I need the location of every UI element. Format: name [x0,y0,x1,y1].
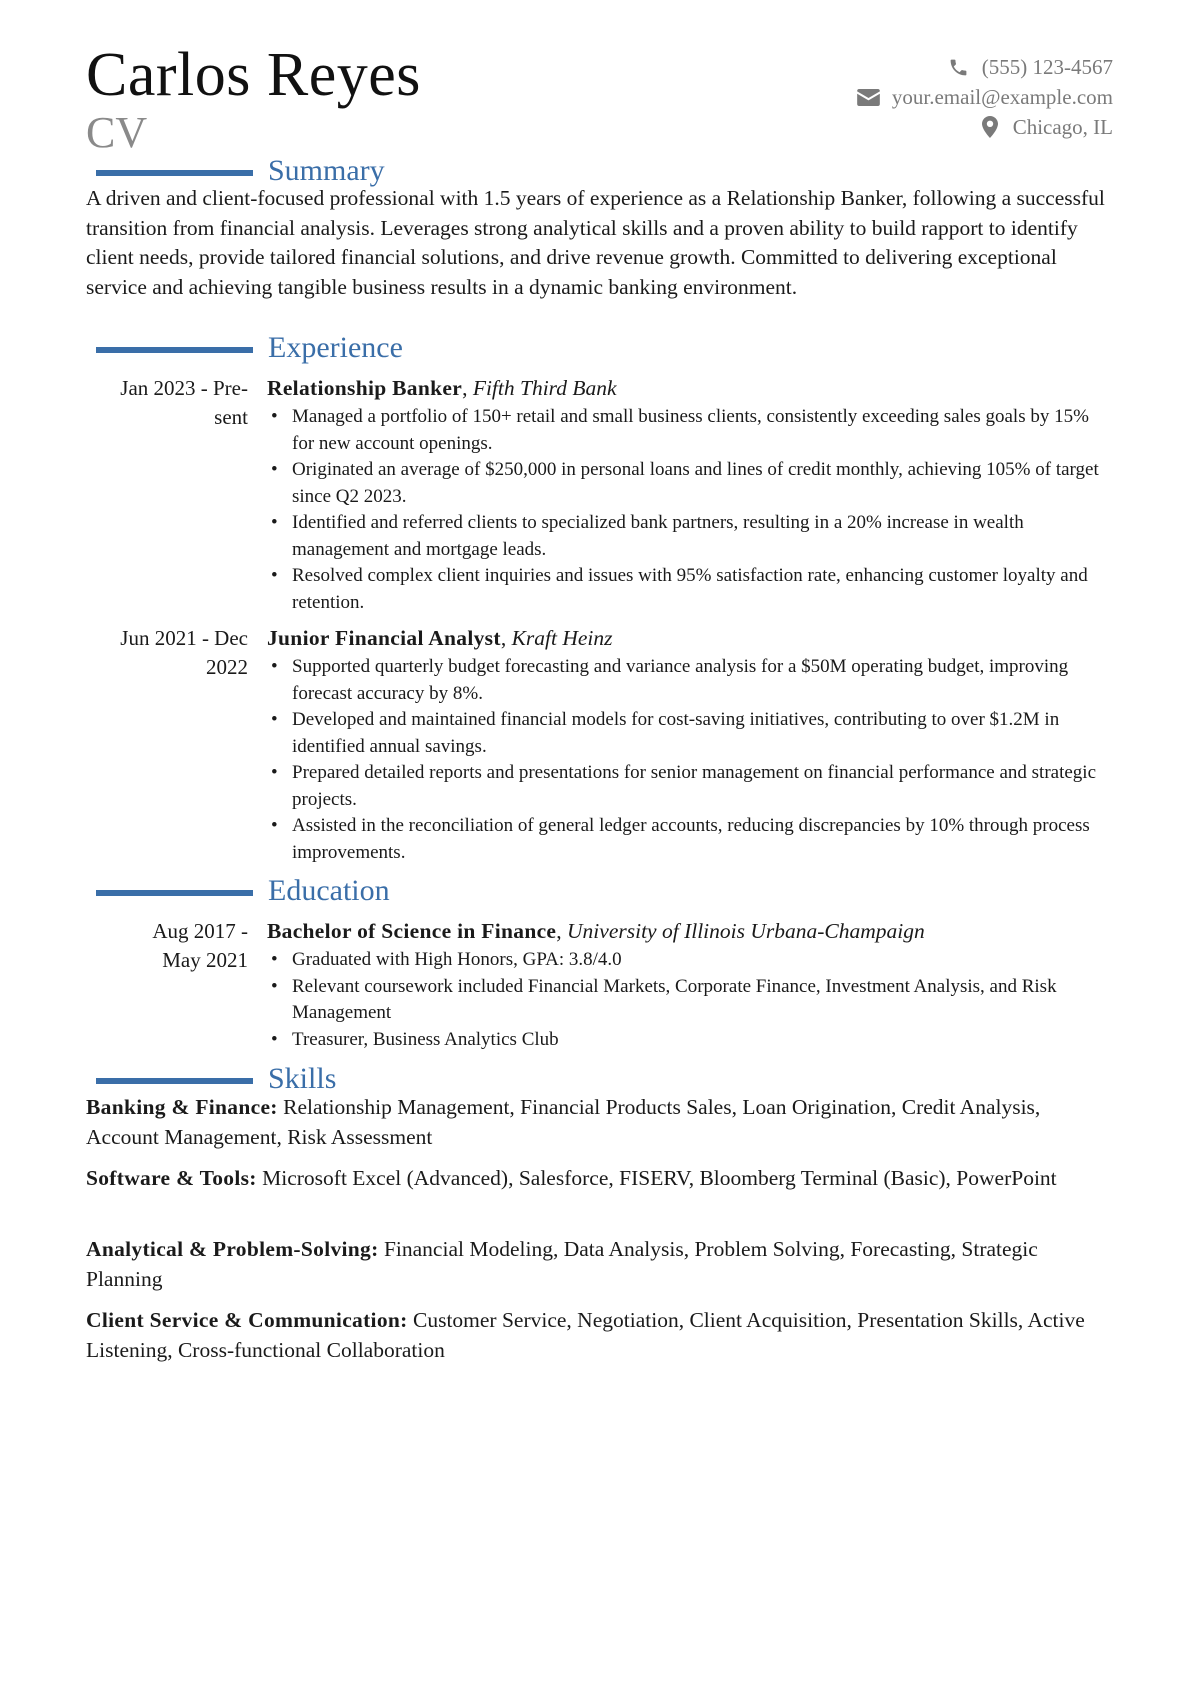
entry-heading: Bachelor of Science in Finance, University of Illinois Urbana-Champaign [267,919,925,943]
section-heading-education [86,874,1113,908]
employer: Fifth Third Bank [472,376,617,400]
date-line: Jan 2023 - Pre- [120,376,248,400]
skill-group [86,1306,1113,1365]
phone-icon [946,56,972,78]
section-heading-summary [86,154,1113,188]
date-line: May 2021 [162,948,248,972]
list-item: • Graduated with High Honors, GPA: 3.8/4.0 [267,947,1113,974]
contact-location [856,112,1113,142]
entry-dates [86,624,248,682]
skill-value: Microsoft Excel (Advanced), Salesforce, FISERV, Bloomberg Terminal (Basic), PowerPoint [262,1166,1057,1190]
section-rule [96,890,253,896]
email-address[interactable]: your.email@example.com [891,84,1113,109]
job-title: Junior Financial Analyst [267,626,501,650]
list-item: • Resolved complex client inquiries and issues with 95% satisfaction rate, enhancing customer loyalty and retention. [267,563,1113,616]
contact-block [856,52,1113,142]
section-rule [96,1078,253,1084]
section-heading-skills [86,1062,1113,1096]
job-title: Relationship Banker [267,376,463,400]
summary-text: A driven and client-focused professional with 1.5 years of experience as a Relationship Banker, following a successful transition from financial analysis. Leverages strong analytical skills and a proven ability to build rapport to identify client needs, provide tailored financial solutions, and drive revenue growth. Committed to delivering exceptional service and achieving tangible business results in a dynamic banking environment. [86,186,1105,299]
entry-dates [86,917,248,975]
list-item: • Prepared detailed reports and presentations for senior management on financial performance and strategic projects. [267,760,1113,813]
document-subtitle: CV [86,108,148,157]
contact-phone [856,52,1113,82]
institution: University of Illinois Urbana-Champaign [567,919,925,943]
envelope-icon [856,86,882,108]
degree-title: Bachelor of Science in Finance [267,919,557,943]
skill-label: Analytical & Problem-Solving: [86,1237,379,1261]
date-line: Aug 2017 - [152,919,248,943]
section-rule [96,170,253,176]
date-line: Jun 2021 - Dec [120,626,248,650]
list-item: • Developed and maintained financial models for cost-saving initiatives, contributing to over $1.2M in identified annual savings. [267,707,1113,760]
list-item: • Identified and referred clients to specialized bank partners, resulting in a 20% increase in wealth management and mortgage leads. [267,510,1113,563]
section-heading-experience [86,331,1113,365]
contact-email [856,82,1113,112]
skill-label: Client Service & Communication: [86,1308,408,1332]
candidate-name: Carlos Reyes [86,41,421,109]
resume-page [86,0,1113,1683]
location-text: Chicago, IL [1012,114,1113,139]
map-marker-icon [977,116,1003,138]
entry-heading: Junior Financial Analyst, Kraft Heinz [267,626,613,650]
employer: Kraft Heinz [511,626,613,650]
section-title: Skills [268,1062,337,1095]
date-line: 2022 [206,655,248,679]
list-item: • Managed a portfolio of 150+ retail and small business clients, consistently exceeding sales goals by 15% for new account openings. [267,404,1113,457]
date-line: sent [214,405,248,429]
section-title: Summary [268,154,385,187]
entry-heading: Relationship Banker, Fifth Third Bank [267,376,617,400]
skill-group [86,1235,1113,1294]
bullet-list [267,947,1113,1053]
phone-number[interactable]: (555) 123-4567 [981,54,1113,79]
section-title: Education [268,874,390,907]
list-item: • Treasurer, Business Analytics Club [267,1027,1113,1054]
entry-body [267,917,1113,1053]
skill-group [86,1164,1113,1194]
list-item: • Originated an average of $250,000 in personal loans and lines of credit monthly, achieving 105% of target since Q2 2023. [267,457,1113,510]
skill-label: Software & Tools: [86,1166,257,1190]
skill-label: Banking & Finance: [86,1095,278,1119]
skill-value: Relationship Management, Financial Products Sales, Loan Origination, Credit Analysis, Account Management, Risk Assessment [86,1095,1041,1149]
skill-group [86,1093,1113,1152]
list-item: • Supported quarterly budget forecasting and variance analysis for a $50M operating budget, improving forecast accuracy by 8%. [267,654,1113,707]
entry-body [267,374,1113,616]
bullet-list [267,654,1113,866]
skill-value: Financial Modeling, Data Analysis, Problem Solving, Forecasting, Strategic Planning [86,1237,1038,1291]
section-title: Experience [268,331,403,364]
skill-value: Customer Service, Negotiation, Client Acquisition, Presentation Skills, Active Listening, Cross-functional Collaboration [86,1308,1085,1362]
list-item: • Relevant coursework included Financial Markets, Corporate Finance, Investment Analysis, and Risk Management [267,974,1113,1027]
entry-body [267,624,1113,866]
entry-dates [86,374,248,432]
bullet-list [267,404,1113,616]
section-rule [96,347,253,353]
list-item: • Assisted in the reconciliation of general ledger accounts, reducing discrepancies by 10% through process improvements. [267,813,1113,866]
